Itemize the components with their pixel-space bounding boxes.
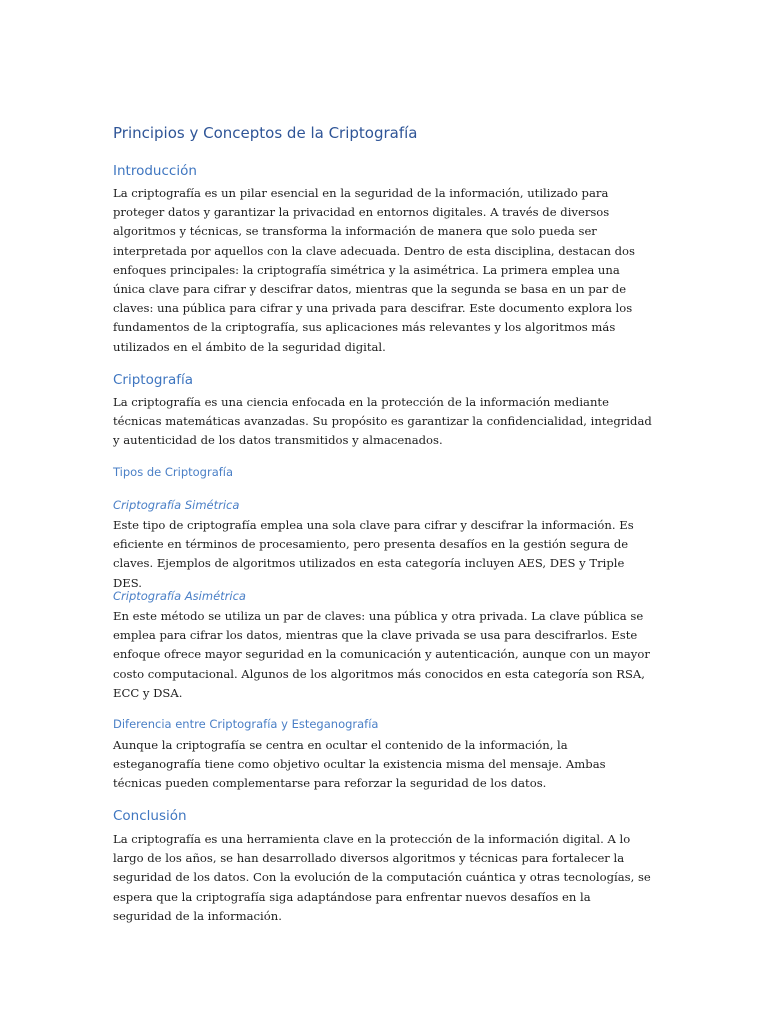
paragraph-criptografia-simetrica: Este tipo de criptografía emplea una sola clave para cifrar y descifrar la información. Es eficiente en términos de procesamiento, pero presenta desafíos en la gestión segura de claves. Ejemplos de algoritmos utilizados en esta categoría incluyen AES, DES y Triple DES. (113, 518, 634, 590)
heading-criptografia-asimetrica: Criptografía Asimétrica (113, 589, 246, 603)
paragraph-introduccion: La criptografía es un pilar esencial en la seguridad de la información, utilizado para proteger datos y garantizar la privacidad en entornos digitales. A través de diversos algoritmos y técnicas, se transforma la información de manera que solo pueda ser interpretada por aquellos con la clave adecuada. Dentro de esta disciplina, destacan dos enfoques principales: la criptografía simétrica y la asimétrica. La primera emplea una única clave para cifrar y descifrar datos, mientras que la segunda se basa en un par de claves: una pública para cifrar y una privada para descifrar. Este documento explora los fundamentos de la criptografía, sus aplicaciones más relevantes y los algoritmos más utilizados en el ámbito de la seguridad digital. (113, 186, 635, 354)
heading-introduccion: Introducción (113, 163, 197, 179)
heading-diferencia: Diferencia entre Criptografía y Esteganografía (113, 717, 379, 731)
paragraph-diferencia: Aunque la criptografía se centra en ocultar el contenido de la información, la esteganografía tiene como objetivo ocultar la existencia misma del mensaje. Ambas técnicas pueden complementarse para reforzar la seguridad de los datos. (113, 738, 606, 791)
paragraph-criptografia: La criptografía es una ciencia enfocada en la protección de la información mediante técnicas matemáticas avanzadas. Su propósito es garantizar la confidencialidad, integridad y autenticidad de los datos transmitidos y almacenados. (113, 395, 652, 448)
heading-criptografia: Criptografía (113, 372, 194, 388)
heading-tipos-de-criptografia: Tipos de Criptografía (113, 465, 234, 479)
paragraph-criptografia-asimetrica: En este método se utiliza un par de claves: una pública y otra privada. La clave pública se emplea para cifrar los datos, mientras que la clave privada se usa para descifrarlos. Este enfoque ofrece mayor seguridad en la comunicación y autenticación, aunque con un mayor costo computacional. Algunos de los algoritmos más conocidos en esta categoría son RSA, ECC y DSA. (113, 609, 650, 700)
document-title: Principios y Conceptos de la Criptografía (113, 124, 418, 142)
paragraph-conclusion: La criptografía es una herramienta clave en la protección de la información digital. A lo largo de los años, se han desarrollado diversos algoritmos y técnicas para fortalecer la seguridad de los datos. Con la evolución de la computación cuántica y otras tecnologías, se espera que la criptografía siga adaptándose para enfrentar nuevos desafíos en la seguridad de la información. (113, 832, 651, 923)
heading-conclusion: Conclusión (113, 808, 187, 824)
heading-criptografia-simetrica: Criptografía Simétrica (113, 498, 240, 512)
